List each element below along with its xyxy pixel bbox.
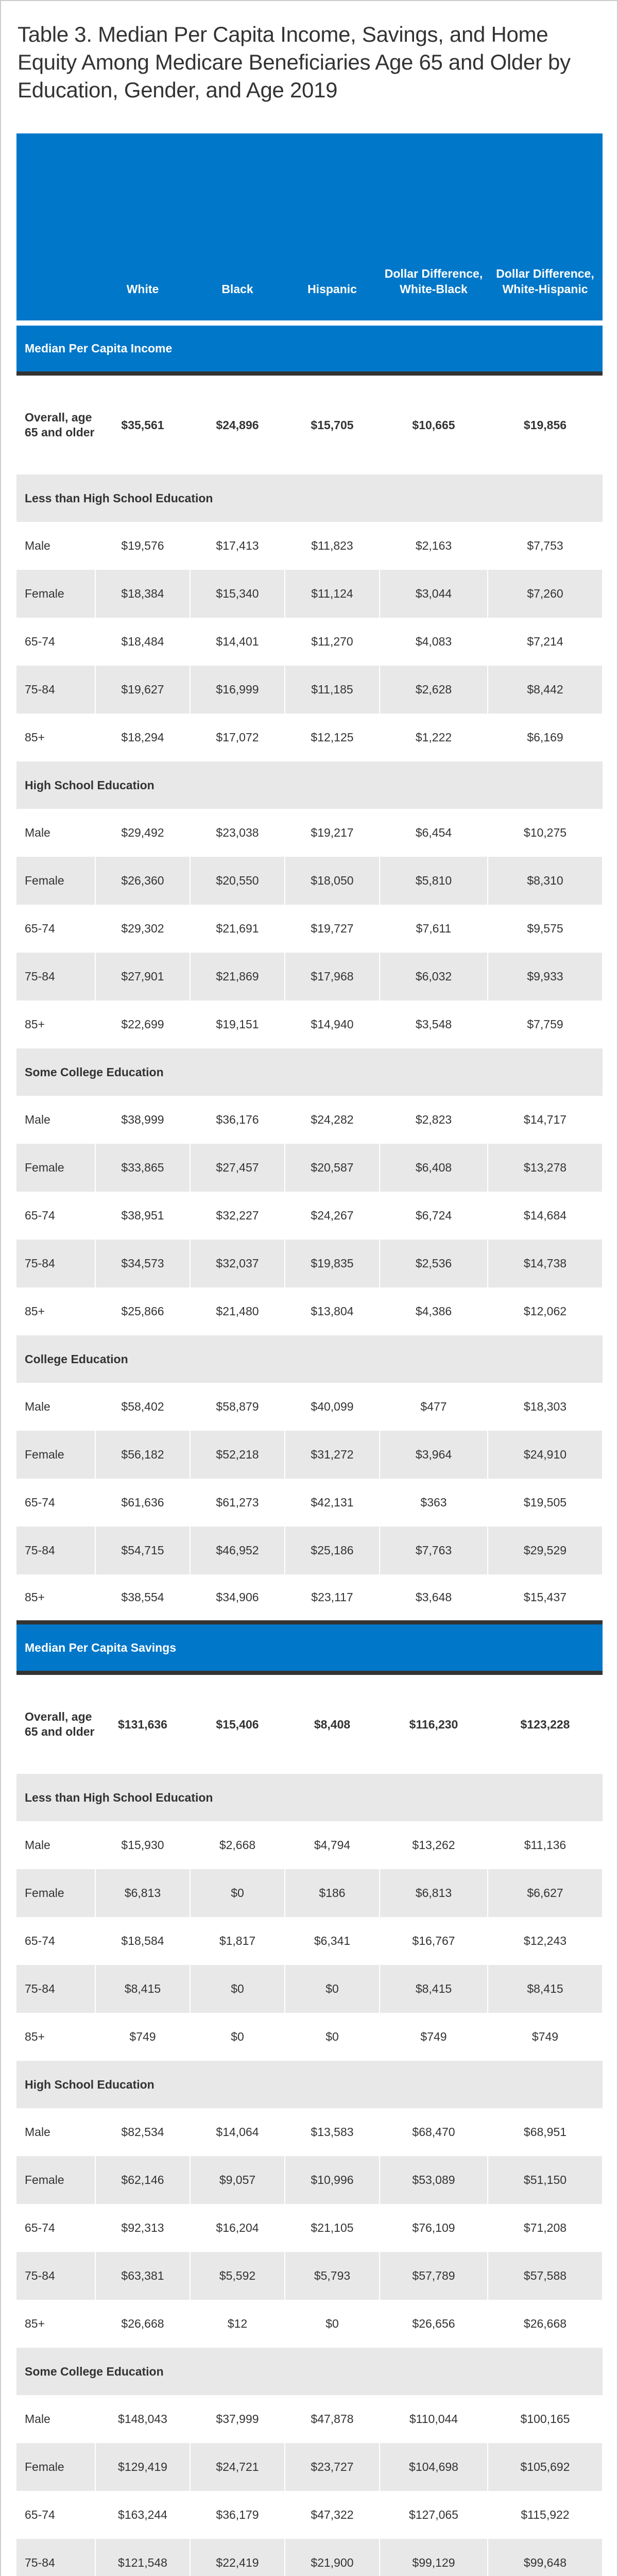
table-cell: $10,665	[380, 374, 488, 474]
table-cell: $18,484	[95, 618, 190, 666]
table-cell: $16,999	[190, 666, 285, 714]
table-cell: $1,222	[380, 714, 488, 761]
table-cell: $19,217	[285, 809, 380, 857]
table-cell: $26,656	[380, 2300, 488, 2348]
category-row	[16, 474, 603, 522]
table-cell: $82,534	[95, 2108, 190, 2156]
table-cell: $10,275	[488, 809, 603, 857]
row-label: Overall, age 65 and older	[16, 374, 95, 474]
category-title: Less than High School Education	[16, 1774, 603, 1821]
table-cell: $6,408	[380, 1144, 488, 1192]
table-cell: $47,878	[285, 2395, 380, 2443]
row-label: Male	[16, 1096, 95, 1144]
table-cell: $0	[285, 2300, 380, 2348]
data-table	[16, 133, 603, 2576]
row-label: 75-84	[16, 2252, 95, 2300]
table-cell: $6,627	[488, 1869, 603, 1917]
table-cell: $104,698	[380, 2443, 488, 2491]
table-cell: $15,406	[190, 1673, 285, 1774]
table-cell: $3,648	[380, 1574, 488, 1622]
row-label: 85+	[16, 2013, 95, 2061]
section-title: Median Per Capita Savings	[16, 1622, 603, 1673]
category-title: Less than High School Education	[16, 474, 603, 522]
table-cell: $17,072	[190, 714, 285, 761]
table-row	[16, 2491, 603, 2539]
table-cell: $0	[190, 1869, 285, 1917]
row-label: 75-84	[16, 2539, 95, 2576]
table-cell: $148,043	[95, 2395, 190, 2443]
table-cell: $186	[285, 1869, 380, 1917]
row-label: Female	[16, 1144, 95, 1192]
table-cell: $0	[285, 2013, 380, 2061]
table-cell: $36,176	[190, 1096, 285, 1144]
table-cell: $29,529	[488, 1527, 603, 1574]
table-row	[16, 1821, 603, 1869]
table-cell: $18,050	[285, 857, 380, 905]
table-cell: $2,163	[380, 522, 488, 570]
table-row	[16, 1965, 603, 2013]
table-row	[16, 1431, 603, 1479]
header-row	[16, 133, 603, 323]
table-cell: $24,721	[190, 2443, 285, 2491]
table-cell: $46,952	[190, 1527, 285, 1574]
column-header-white: White	[95, 133, 190, 323]
table-cell: $19,835	[285, 1240, 380, 1287]
table-cell: $11,823	[285, 522, 380, 570]
table-cell: $8,408	[285, 1673, 380, 1774]
row-label: Male	[16, 809, 95, 857]
row-label: 85+	[16, 714, 95, 761]
table-cell: $116,230	[380, 1673, 488, 1774]
table-row	[16, 2252, 603, 2300]
table-cell: $57,789	[380, 2252, 488, 2300]
category-row	[16, 2348, 603, 2395]
row-label: Male	[16, 522, 95, 570]
category-row	[16, 1335, 603, 1383]
table-cell: $19,856	[488, 374, 603, 474]
category-title: College Education	[16, 1335, 603, 1383]
table-cell: $58,402	[95, 1383, 190, 1431]
table-cell: $3,044	[380, 570, 488, 618]
table-cell: $15,705	[285, 374, 380, 474]
table-cell: $8,310	[488, 857, 603, 905]
table-cell: $115,922	[488, 2491, 603, 2539]
table-cell: $9,933	[488, 953, 603, 1001]
table-cell: $13,278	[488, 1144, 603, 1192]
table-cell: $22,699	[95, 1001, 190, 1048]
table-cell: $5,592	[190, 2252, 285, 2300]
table-cell: $29,492	[95, 809, 190, 857]
table-cell: $37,999	[190, 2395, 285, 2443]
table-cell: $6,724	[380, 1192, 488, 1240]
table-cell: $24,896	[190, 374, 285, 474]
row-label: 85+	[16, 1001, 95, 1048]
table-cell: $53,089	[380, 2156, 488, 2204]
table-cell: $2,628	[380, 666, 488, 714]
row-label: Female	[16, 857, 95, 905]
category-row	[16, 1048, 603, 1096]
table-cell: $25,186	[285, 1527, 380, 1574]
row-label: 75-84	[16, 1965, 95, 2013]
table-row	[16, 809, 603, 857]
section-header-row	[16, 1622, 603, 1673]
table-cell: $7,753	[488, 522, 603, 570]
table-cell: $26,668	[488, 2300, 603, 2348]
category-row	[16, 761, 603, 809]
table-row	[16, 1096, 603, 1144]
table-cell: $9,575	[488, 905, 603, 953]
table-cell: $9,057	[190, 2156, 285, 2204]
table-cell: $4,386	[380, 1287, 488, 1335]
section-title: Median Per Capita Income	[16, 323, 603, 374]
row-label: 75-84	[16, 1527, 95, 1574]
table-cell: $2,668	[190, 1821, 285, 1869]
table-row	[16, 2108, 603, 2156]
table-cell: $16,204	[190, 2204, 285, 2252]
table-cell: $18,584	[95, 1917, 190, 1965]
table-row	[16, 2013, 603, 2061]
table-cell: $27,457	[190, 1144, 285, 1192]
category-title: High School Education	[16, 761, 603, 809]
column-header-label	[16, 133, 95, 323]
table-cell: $35,561	[95, 374, 190, 474]
category-title: High School Education	[16, 2061, 603, 2108]
table-cell: $131,636	[95, 1673, 190, 1774]
table-cell: $4,083	[380, 618, 488, 666]
table-cell: $2,823	[380, 1096, 488, 1144]
table-cell: $17,413	[190, 522, 285, 570]
table-row	[16, 522, 603, 570]
column-header-diff-white-black: Dollar Difference, White-Black	[380, 133, 488, 323]
table-cell: $477	[380, 1383, 488, 1431]
table-cell: $5,793	[285, 2252, 380, 2300]
table-cell: $19,151	[190, 1001, 285, 1048]
table-row	[16, 2300, 603, 2348]
table-cell: $99,648	[488, 2539, 603, 2576]
table-row	[16, 2443, 603, 2491]
row-label: 65-74	[16, 2204, 95, 2252]
table-cell: $29,302	[95, 905, 190, 953]
table-cell: $7,763	[380, 1527, 488, 1574]
row-label: 75-84	[16, 953, 95, 1001]
table-row	[16, 1192, 603, 1240]
table-cell: $61,636	[95, 1479, 190, 1527]
table-cell: $24,910	[488, 1431, 603, 1479]
table-row	[16, 1869, 603, 1917]
table-cell: $51,150	[488, 2156, 603, 2204]
section-header-row	[16, 323, 603, 374]
table-cell: $63,381	[95, 2252, 190, 2300]
table-cell: $33,865	[95, 1144, 190, 1192]
table-title: Table 3. Median Per Capita Income, Savings, and Home Equity Among Medicare Beneficiaries Age 65 and Older by Education, Gender, and Age 2019	[18, 22, 571, 102]
table-cell: $0	[285, 1965, 380, 2013]
table-cell: $26,360	[95, 857, 190, 905]
table-cell: $7,759	[488, 1001, 603, 1048]
table-cell: $11,124	[285, 570, 380, 618]
table-cell: $14,738	[488, 1240, 603, 1287]
table-cell: $26,668	[95, 2300, 190, 2348]
table-cell: $18,303	[488, 1383, 603, 1431]
row-label: Male	[16, 1821, 95, 1869]
table-cell: $20,550	[190, 857, 285, 905]
table-cell: $32,227	[190, 1192, 285, 1240]
table-cell: $0	[190, 2013, 285, 2061]
row-label: Male	[16, 2108, 95, 2156]
table-cell: $22,419	[190, 2539, 285, 2576]
table-cell: $6,032	[380, 953, 488, 1001]
table-cell: $0	[190, 1965, 285, 2013]
table-cell: $24,267	[285, 1192, 380, 1240]
table-cell: $15,437	[488, 1574, 603, 1622]
table-cell: $100,165	[488, 2395, 603, 2443]
table-cell: $25,866	[95, 1287, 190, 1335]
table-cell: $47,322	[285, 2491, 380, 2539]
table-cell: $3,964	[380, 1431, 488, 1479]
table-cell: $11,185	[285, 666, 380, 714]
table-cell: $13,804	[285, 1287, 380, 1335]
table-cell: $21,480	[190, 1287, 285, 1335]
table-row	[16, 1479, 603, 1527]
table-cell: $110,044	[380, 2395, 488, 2443]
table-cell: $12	[190, 2300, 285, 2348]
overall-row	[16, 374, 603, 474]
table-cell: $19,505	[488, 1479, 603, 1527]
table-cell: $68,951	[488, 2108, 603, 2156]
table-cell: $38,951	[95, 1192, 190, 1240]
table-cell: $2,536	[380, 1240, 488, 1287]
table-cell: $7,611	[380, 905, 488, 953]
table-cell: $61,273	[190, 1479, 285, 1527]
table-cell: $121,548	[95, 2539, 190, 2576]
table-cell: $14,684	[488, 1192, 603, 1240]
table-row	[16, 570, 603, 618]
table-cell: $34,573	[95, 1240, 190, 1287]
table-cell: $6,454	[380, 809, 488, 857]
row-label: 65-74	[16, 618, 95, 666]
table-row	[16, 2204, 603, 2252]
table-cell: $68,470	[380, 2108, 488, 2156]
table-cell: $42,131	[285, 1479, 380, 1527]
table-cell: $6,341	[285, 1917, 380, 1965]
column-header-hispanic: Hispanic	[285, 133, 380, 323]
row-label: 85+	[16, 2300, 95, 2348]
table-cell: $8,415	[95, 1965, 190, 2013]
table-cell: $38,999	[95, 1096, 190, 1144]
table-cell: $13,583	[285, 2108, 380, 2156]
table-cell: $34,906	[190, 1574, 285, 1622]
table-cell: $18,384	[95, 570, 190, 618]
table-row	[16, 666, 603, 714]
table-cell: $20,587	[285, 1144, 380, 1192]
table-cell: $749	[488, 2013, 603, 2061]
table-cell: $123,228	[488, 1673, 603, 1774]
row-label: Male	[16, 2395, 95, 2443]
table-cell: $11,136	[488, 1821, 603, 1869]
table-row	[16, 953, 603, 1001]
category-row	[16, 2061, 603, 2108]
row-label: Female	[16, 1431, 95, 1479]
table-cell: $14,064	[190, 2108, 285, 2156]
row-label: 65-74	[16, 1917, 95, 1965]
table-cell: $18,294	[95, 714, 190, 761]
table-cell: $36,179	[190, 2491, 285, 2539]
table-cell: $363	[380, 1479, 488, 1527]
row-label: Female	[16, 570, 95, 618]
table-row	[16, 857, 603, 905]
row-label: Female	[16, 2443, 95, 2491]
table-row	[16, 2395, 603, 2443]
column-header-diff-white-hispanic: Dollar Difference, White-Hispanic	[488, 133, 603, 323]
table-row	[16, 1240, 603, 1287]
table-cell: $7,260	[488, 570, 603, 618]
table-cell: $5,810	[380, 857, 488, 905]
table-row	[16, 1574, 603, 1622]
table-cell: $10,996	[285, 2156, 380, 2204]
table-cell: $71,208	[488, 2204, 603, 2252]
table-cell: $24,282	[285, 1096, 380, 1144]
table-cell: $57,588	[488, 2252, 603, 2300]
table-row	[16, 2539, 603, 2576]
row-label: 75-84	[16, 1240, 95, 1287]
table-cell: $6,813	[95, 1869, 190, 1917]
table-cell: $21,900	[285, 2539, 380, 2576]
table-cell: $3,548	[380, 1001, 488, 1048]
table-cell: $8,415	[488, 1965, 603, 2013]
row-label: Female	[16, 1869, 95, 1917]
row-label: 65-74	[16, 1479, 95, 1527]
table-cell: $76,109	[380, 2204, 488, 2252]
table-cell: $19,627	[95, 666, 190, 714]
row-label: Overall, age 65 and older	[16, 1673, 95, 1774]
overall-row	[16, 1673, 603, 1774]
table-cell: $105,692	[488, 2443, 603, 2491]
table-cell: $12,243	[488, 1917, 603, 1965]
row-label: 65-74	[16, 1192, 95, 1240]
row-label: Female	[16, 2156, 95, 2204]
table-cell: $6,169	[488, 714, 603, 761]
table-row	[16, 1917, 603, 1965]
table-cell: $8,415	[380, 1965, 488, 2013]
table-row	[16, 1144, 603, 1192]
table-cell: $11,270	[285, 618, 380, 666]
table-cell: $54,715	[95, 1527, 190, 1574]
table-cell: $15,340	[190, 570, 285, 618]
table-cell: $58,879	[190, 1383, 285, 1431]
table-cell: $12,125	[285, 714, 380, 761]
table-row	[16, 1527, 603, 1574]
table-cell: $31,272	[285, 1431, 380, 1479]
table-cell: $92,313	[95, 2204, 190, 2252]
category-row	[16, 1774, 603, 1821]
table-cell: $99,129	[380, 2539, 488, 2576]
row-label: 85+	[16, 1287, 95, 1335]
table-cell: $6,813	[380, 1869, 488, 1917]
table-cell: $19,576	[95, 522, 190, 570]
table-cell: $23,117	[285, 1574, 380, 1622]
table-cell: $23,038	[190, 809, 285, 857]
table-cell: $14,940	[285, 1001, 380, 1048]
column-header-black: Black	[190, 133, 285, 323]
table-cell: $4,794	[285, 1821, 380, 1869]
table-cell: $21,869	[190, 953, 285, 1001]
row-label: 85+	[16, 1574, 95, 1622]
table-row	[16, 905, 603, 953]
table-cell: $23,727	[285, 2443, 380, 2491]
table-cell: $7,214	[488, 618, 603, 666]
table-cell: $1,817	[190, 1917, 285, 1965]
table-row	[16, 714, 603, 761]
table-cell: $15,930	[95, 1821, 190, 1869]
table-cell: $19,727	[285, 905, 380, 953]
table-cell: $14,401	[190, 618, 285, 666]
row-label: 75-84	[16, 666, 95, 714]
table-cell: $17,968	[285, 953, 380, 1001]
table-cell: $21,105	[285, 2204, 380, 2252]
table-cell: $749	[380, 2013, 488, 2061]
row-label: Male	[16, 1383, 95, 1431]
table-cell: $16,767	[380, 1917, 488, 1965]
table-cell: $52,218	[190, 1431, 285, 1479]
table-cell: $163,244	[95, 2491, 190, 2539]
table-cell: $40,099	[285, 1383, 380, 1431]
table-row	[16, 2156, 603, 2204]
table-cell: $127,065	[380, 2491, 488, 2539]
table-cell: $38,554	[95, 1574, 190, 1622]
table-cell: $32,037	[190, 1240, 285, 1287]
table-cell: $27,901	[95, 953, 190, 1001]
row-label: 65-74	[16, 905, 95, 953]
table-row	[16, 618, 603, 666]
category-title: Some College Education	[16, 1048, 603, 1096]
table-cell: $749	[95, 2013, 190, 2061]
table-cell: $13,262	[380, 1821, 488, 1869]
table-cell: $8,442	[488, 666, 603, 714]
table-cell: $21,691	[190, 905, 285, 953]
table-cell: $62,146	[95, 2156, 190, 2204]
table-row	[16, 1001, 603, 1048]
category-title: Some College Education	[16, 2348, 603, 2395]
table-row	[16, 1383, 603, 1431]
table-cell: $12,062	[488, 1287, 603, 1335]
table-cell: $129,419	[95, 2443, 190, 2491]
table-cell: $56,182	[95, 1431, 190, 1479]
table-row	[16, 1287, 603, 1335]
row-label: 65-74	[16, 2491, 95, 2539]
table-body	[16, 323, 603, 2576]
table-cell: $14,717	[488, 1096, 603, 1144]
